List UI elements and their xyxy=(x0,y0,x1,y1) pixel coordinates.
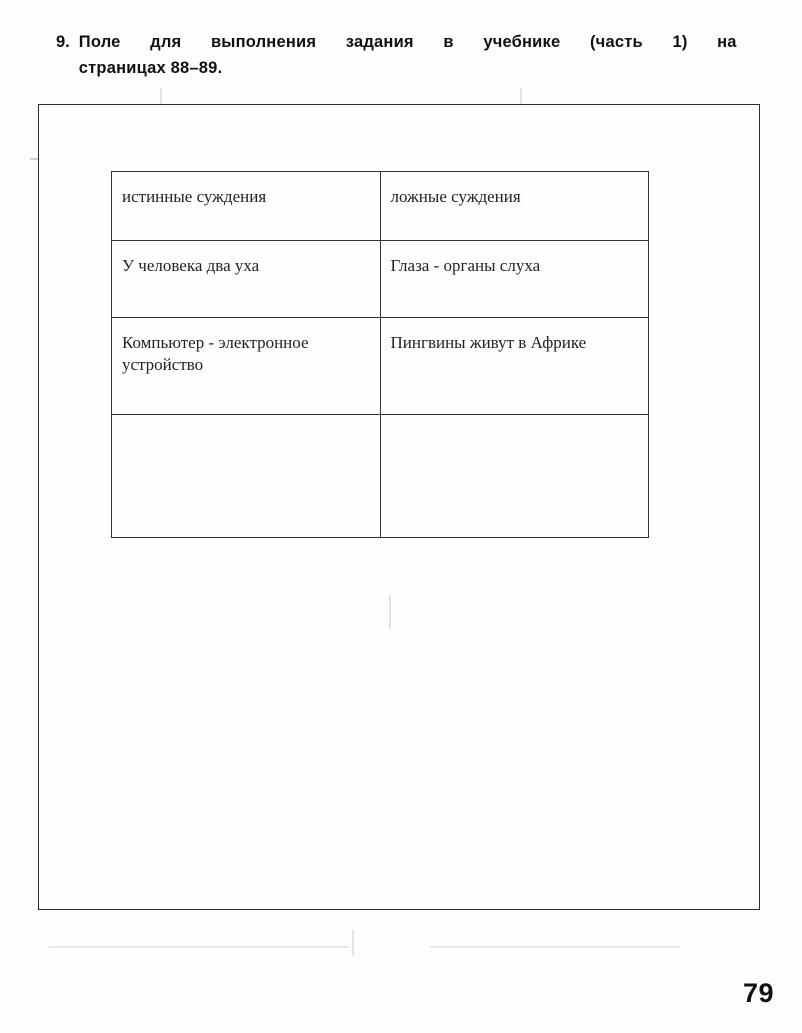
scan-artifact xyxy=(352,930,354,956)
task-text-line-2: страницах 88–89. xyxy=(78,59,223,77)
task-number: 9. xyxy=(56,33,70,51)
table-cell-true-2[interactable]: Компьютер - электронное устройство xyxy=(112,318,381,415)
table-row xyxy=(112,318,649,415)
task-word: (часть xyxy=(589,33,643,51)
table-header-false: ложные суждения xyxy=(380,172,649,241)
task-word: выполнения xyxy=(210,33,317,51)
task-word: на xyxy=(717,33,737,51)
task-heading xyxy=(56,30,768,81)
table-cell-true-1[interactable]: У человека два уха xyxy=(112,241,381,318)
table-cell-true-3[interactable] xyxy=(112,415,381,538)
task-text xyxy=(79,30,737,81)
task-word: в xyxy=(443,33,454,51)
task-word: для xyxy=(150,33,182,51)
table-row xyxy=(112,241,649,318)
task-word: Поле xyxy=(78,33,121,51)
scan-artifact xyxy=(49,946,349,948)
answer-area[interactable] xyxy=(38,104,760,910)
table-header-row xyxy=(112,172,649,241)
table-cell-false-3[interactable] xyxy=(380,415,649,538)
scan-artifact xyxy=(389,595,391,629)
scan-artifact xyxy=(520,88,522,104)
table-cell-false-1[interactable]: Глаза - органы слуха xyxy=(380,241,649,318)
judgements-table xyxy=(111,171,649,538)
task-word: 1) xyxy=(672,33,688,51)
task-word: учебнике xyxy=(483,33,561,51)
table-cell-false-2[interactable]: Пингвины живут в Африке xyxy=(380,318,649,415)
page-number: 79 xyxy=(742,978,774,1008)
task-text-line-1 xyxy=(79,30,737,55)
table-header-true: истинные суждения xyxy=(112,172,381,241)
scan-artifact xyxy=(430,946,680,948)
task-word: задания xyxy=(345,33,414,51)
table-row xyxy=(112,415,649,538)
